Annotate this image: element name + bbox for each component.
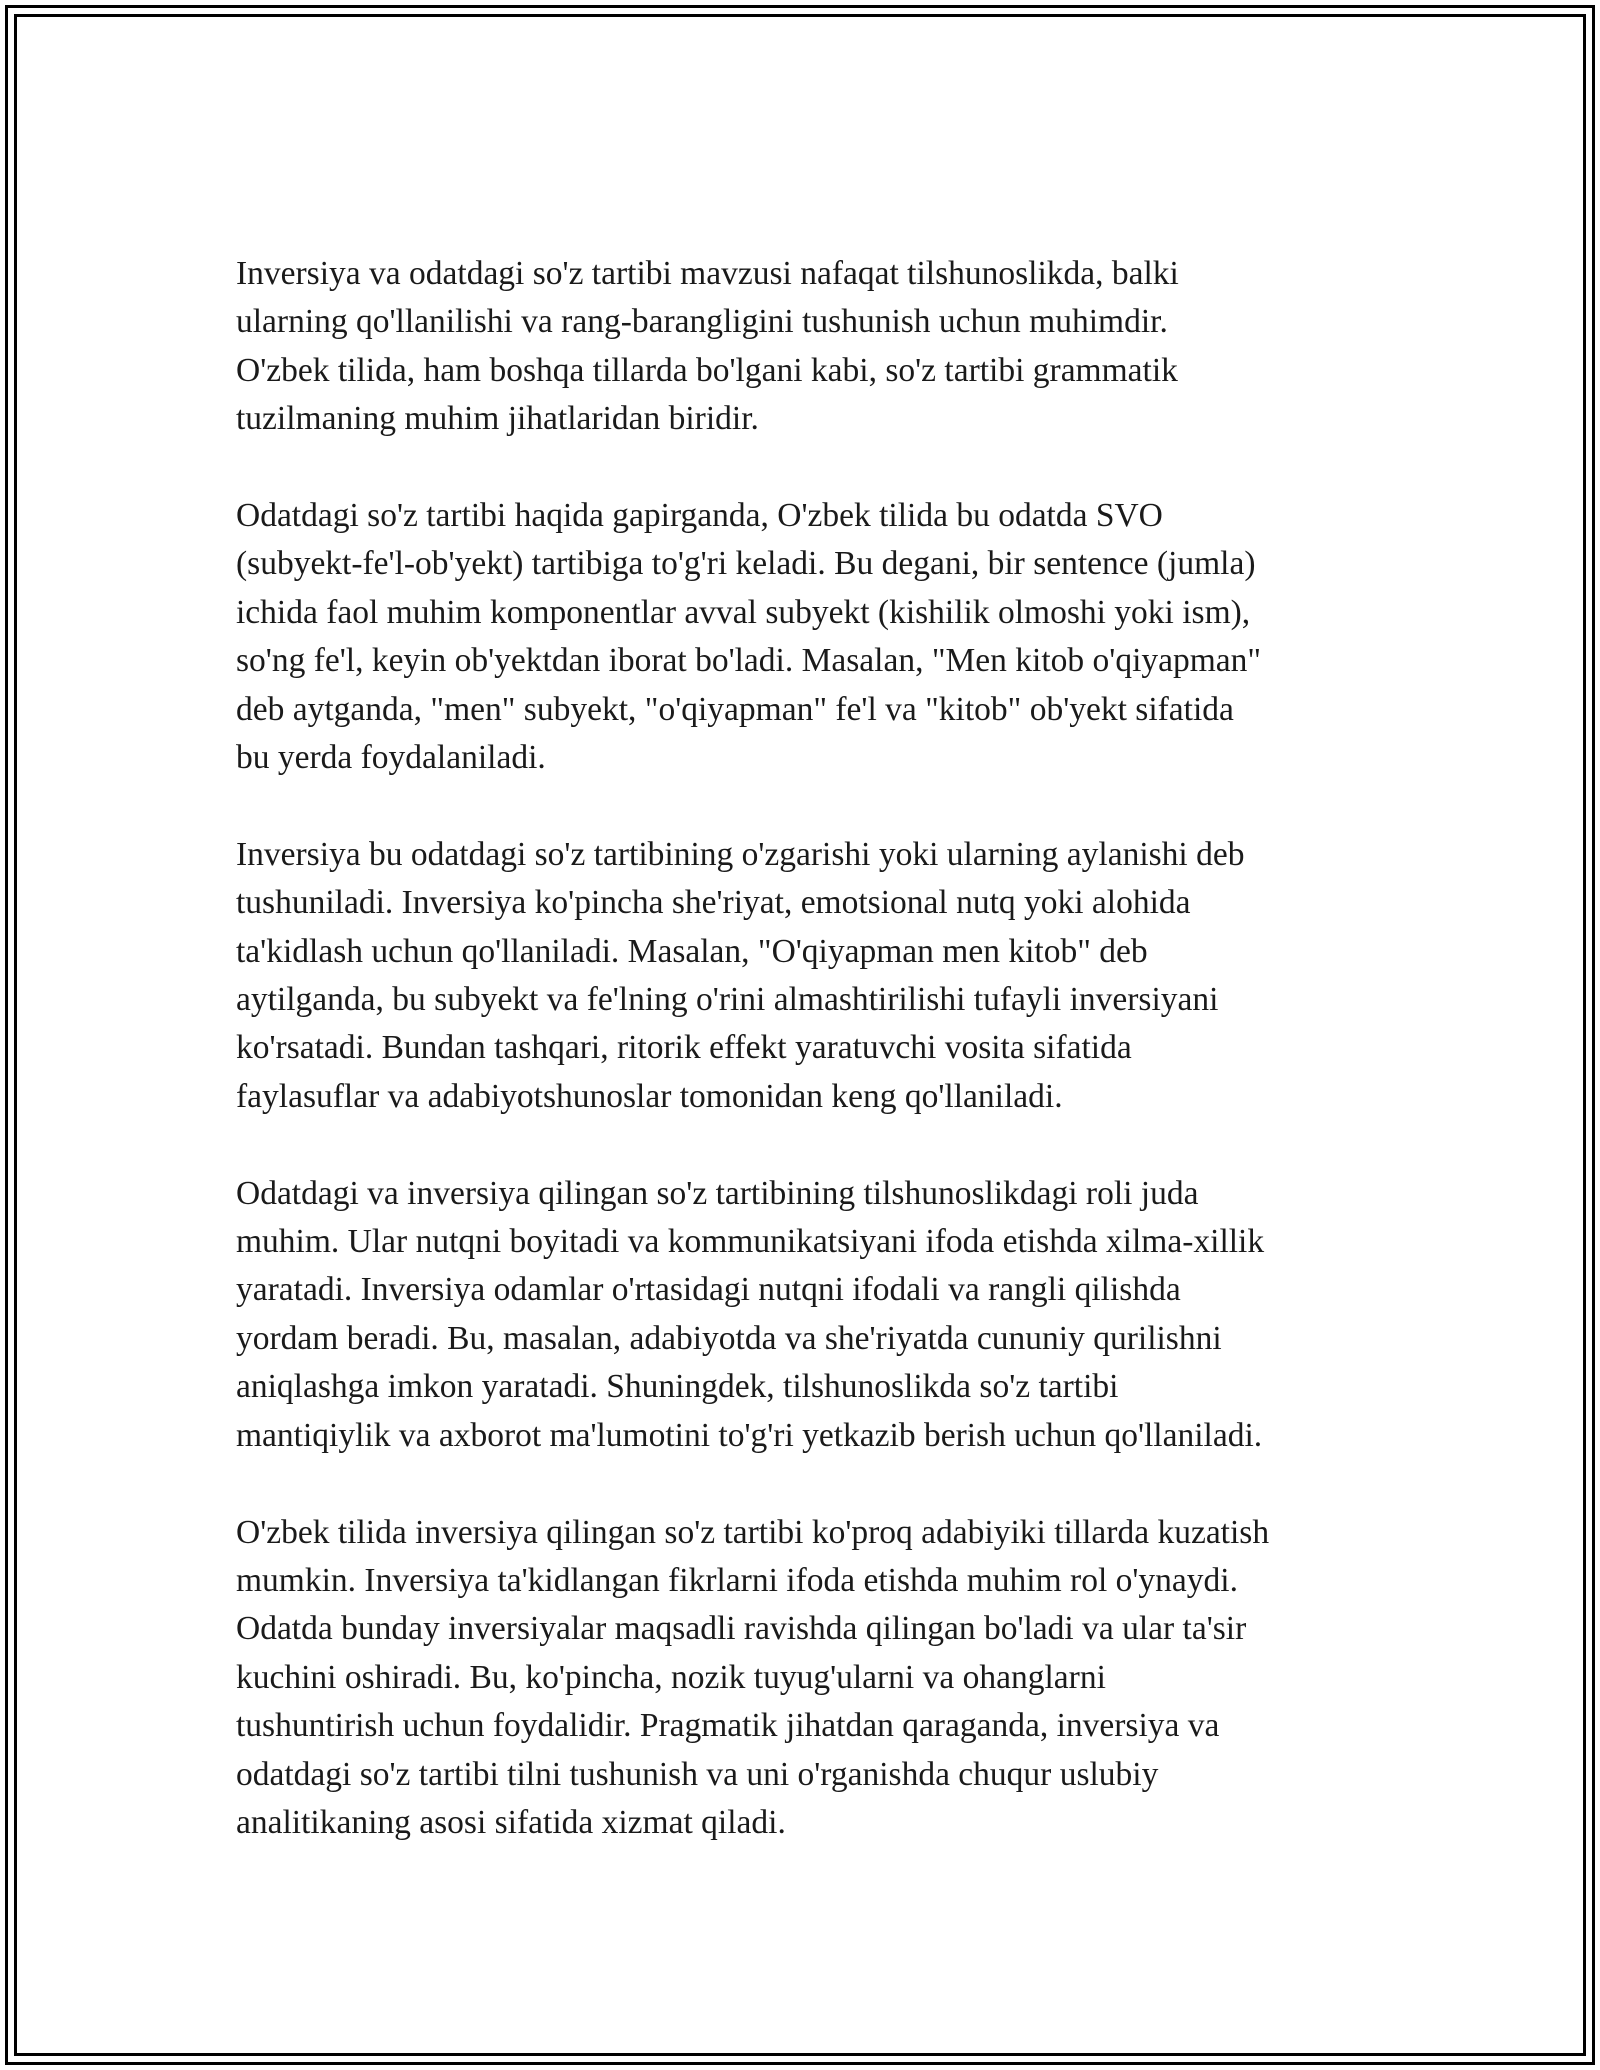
paragraph-2: Odatdagi so'z tartibi haqida gapirganda, O'zbek tilida bu odatda SVO (subyekt-fe'l-ob'yekt) tartibiga to'g'ri keladi. Bu degani, bir sentence (jumla) ichida faol muhim komponentlar avval subyekt (kishilik olmoshi yoki ism), so'ng fe'l, keyin ob'yektdan iborat bo'ladi. Masalan, "Men kitob o'qiyapman" deb aytganda, "men" subyekt, "o'qiyapman" fe'l va "kitob" ob'yekt sifatida bu yerda foydalaniladi. (236, 497, 1262, 777)
paragraph-4: Odatdagi va inversiya qilingan so'z tartibining tilshunoslikdagi roli juda muhim. Ular nutqni boyitadi va kommunikatsiyani ifoda etishda xilma-xillik yaratadi. Inversiya odamlar o'rtasidagi nutqni ifodali va rangli qilishda yordam beradi. Bu, masalan, adabiyotda va she'riyatda cununiy qurilishni aniqlashga imkon yaratadi. Shuningdek, tilshunoslikda so'z tartibi mantiqiylik va axborot ma'lumotini to'g'ri yetkazib berish uchun qo'llaniladi. (236, 1174, 1265, 1454)
paragraph-1: Inversiya va odatdagi so'z tartibi mavzusi nafaqat tilshunoslikda, balki ularning qo'llanilishi va rang-barangligini tushunish uchun muhimdir. O'zbek tilida, ham boshqa tillarda bo'lgani kabi, so'z tartibi grammatik tuzilmaning muhim jihatlaridan biridir. (236, 255, 1179, 438)
document-body (236, 250, 1376, 1896)
paragraph-3: Inversiya bu odatdagi so'z tartibining o'zgarishi yoki ularning aylanishi deb tushuniladi. Inversiya ko'pincha she'riyat, emotsional nutq yoki alohida ta'kidlash uchun qo'llaniladi. Masalan, "O'qiyapman men kitob" deb aytilganda, bu subyekt va fe'lning o'rini almashtirilishi tufayli inversiyani ko'rsatadi. Bundan tashqari, ritorik effekt yaratuvchi vosita sifatida faylasuflar va adabiyotshunoslar tomonidan keng qo'llaniladi. (236, 835, 1245, 1115)
paragraph-5: O'zbek tilida inversiya qilingan so'z tartibi ko'proq adabiyiki tillarda kuzatish mumkin. Inversiya ta'kidlangan fikrlarni ifoda etishda muhim rol o'ynaydi. Odatda bunday inversiyalar maqsadli ravishda qilingan bo'ladi va ular ta'sir kuchini oshiradi. Bu, ko'pincha, nozik tuyug'ularni va ohanglarni tushuntirish uchun foydalidir. Pragmatik jihatdan qaraganda, inversiya va odatdagi so'z tartibi tilni tushunish va uni o'rganishda chuqur uslubiy analitikaning asosi sifatida xizmat qiladi. (236, 1513, 1270, 1841)
